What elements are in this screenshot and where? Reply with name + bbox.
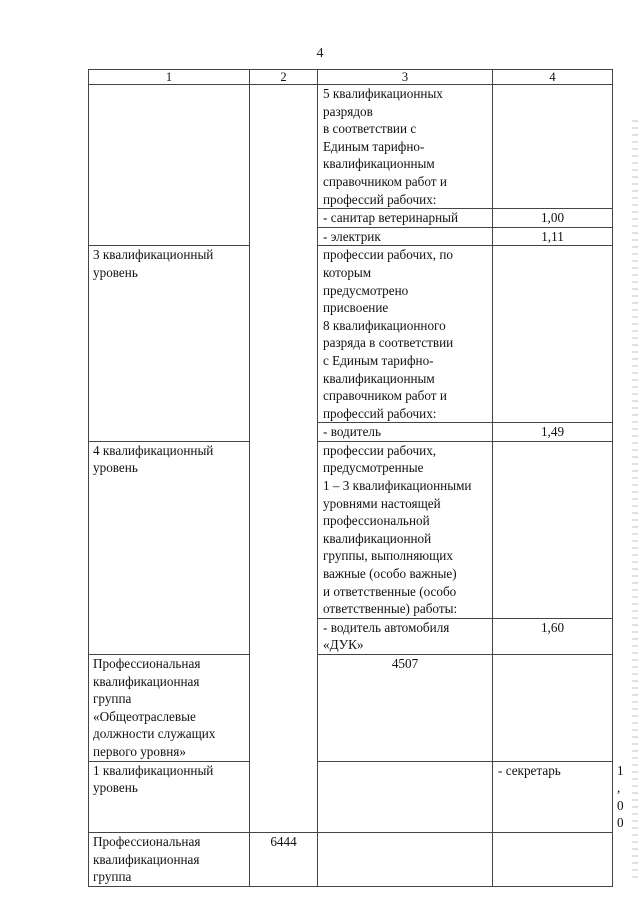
group-coef-cell-empty bbox=[493, 832, 613, 886]
level-name-cell bbox=[89, 85, 250, 246]
table-row bbox=[89, 246, 613, 423]
position-name: - электрик bbox=[318, 227, 493, 246]
group-name-cell: Профессиональная квалификационная группа bbox=[89, 832, 250, 886]
group-name-cell: Профессиональная квалификационная группа «Общеотраслевые должности служащих первого уровня» bbox=[89, 655, 250, 762]
scan-edge-artifact bbox=[632, 120, 638, 880]
group-desc-cell-empty bbox=[493, 655, 613, 762]
level-name-cell: 1 квалификационный уровень bbox=[89, 761, 250, 832]
position-description: 5 квалификационных разрядов в соответствии с Единым тарифно- квалификационным справочником работ и профессий рабочих: bbox=[318, 85, 493, 209]
coefficient-value: 1,11 bbox=[493, 227, 613, 246]
coefficient-value: 1,60 bbox=[493, 618, 613, 654]
table-header-row bbox=[89, 70, 613, 85]
position-description: профессии рабочих, предусмотренные 1 – 3 квалификационными уровнями настоящей профессиональной квалификационной группы, выполняющих важные (особо важные) и ответственные (особо ответственные) работы: bbox=[318, 441, 493, 618]
group-code-cell-empty bbox=[318, 761, 493, 832]
position-name: - водитель автомобиля «ДУК» bbox=[318, 618, 493, 654]
group-code-cell-empty bbox=[250, 85, 318, 833]
group-code-cell: 6444 bbox=[250, 832, 318, 886]
page-number: 4 bbox=[316, 46, 324, 61]
level-name-cell: 4 квалификационный уровень bbox=[89, 441, 250, 654]
group-code-cell: 4507 bbox=[318, 655, 493, 762]
position-description: профессии рабочих, по которым предусмотрено присвоение 8 квалификационного разряда в соответствии с Единым тарифно- квалификационным справочником работ и профессий рабочих: bbox=[318, 246, 493, 423]
header-col-2: 2 bbox=[250, 70, 318, 85]
table-row: 1 квалификационный уровень - секретарь 1,00 bbox=[89, 761, 613, 832]
coefficient-cell-empty bbox=[493, 85, 613, 209]
position-name: - секретарь bbox=[493, 761, 613, 832]
header-col-4: 4 bbox=[493, 70, 613, 85]
coefficient-cell-empty bbox=[493, 441, 613, 618]
header-col-3: 3 bbox=[318, 70, 493, 85]
position-name: - водитель bbox=[318, 423, 493, 442]
coefficient-value: 1,49 bbox=[493, 423, 613, 442]
table-row bbox=[89, 832, 613, 886]
level-name-cell: 3 квалификационный уровень bbox=[89, 246, 250, 442]
qualification-table bbox=[88, 69, 624, 887]
coefficient-value: 1,00 bbox=[493, 209, 613, 228]
position-name: - санитар ветеринарный bbox=[318, 209, 493, 228]
group-desc-cell-empty bbox=[318, 832, 493, 886]
table-row bbox=[89, 441, 613, 618]
coefficient-cell-empty bbox=[493, 246, 613, 423]
table-row bbox=[89, 655, 613, 762]
header-col-1: 1 bbox=[89, 70, 250, 85]
table-row bbox=[89, 85, 613, 209]
